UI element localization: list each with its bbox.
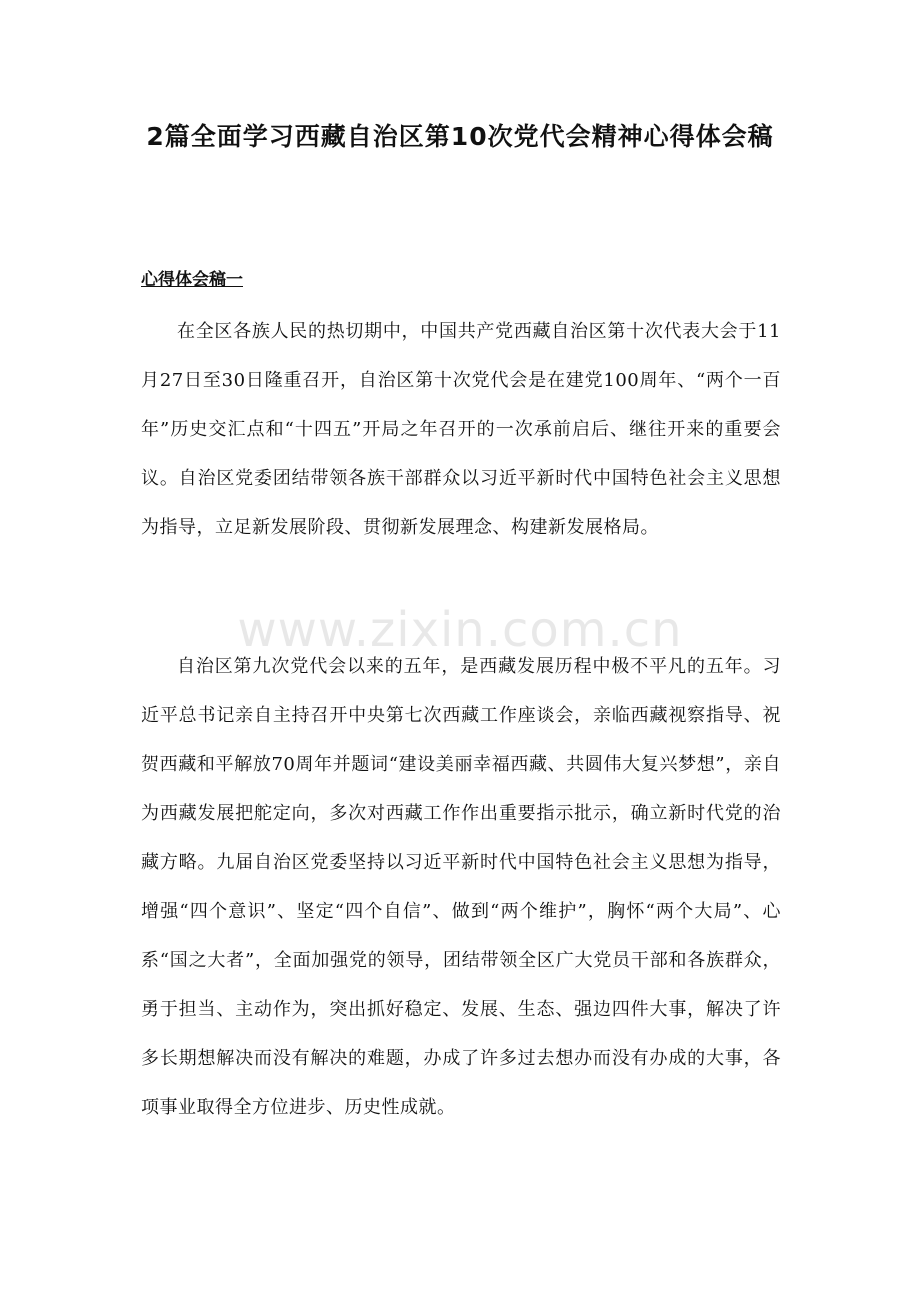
section-heading: 心得体会稿一 bbox=[141, 270, 243, 290]
body-paragraph-1: 在全区各族人民的热切期中，中国共产党西藏自治区第十次代表大会于11月27日至30日隆重召开，自治区第十次党代会是在建党100周年、“两个一百年”历史交汇点和“十四五”开局之年召开的一次承前启后、继往开来的重要会议。自治区党委团结带领各族干部群众以习近平新时代中国特色社会主义思想为指导，立足新发展阶段、贯彻新发展理念、构建新发展格局。 bbox=[141, 321, 781, 538]
body-paragraph-2: 自治区第九次党代会以来的五年，是西藏发展历程中极不平凡的五年。习近平总书记亲自主持召开中央第七次西藏工作座谈会，亲临西藏视察指导、祝贺西藏和平解放70周年并题词“建设美丽幸福西藏、共圆伟大复兴梦想”，亲自为西藏发展把舵定向，多次对西藏工作作出重要指示批示，确立新时代党的治藏方略。九届自治区党委坚持以习近平新时代中国特色社会主义思想为指导，增强“四个意识”、坚定“四个自信”、做到“两个维护”，胸怀“两个大局”、心系“国之大者”，全面加强党的领导，团结带领全区广大党员干部和各族群众，勇于担当、主动作为，突出抓好稳定、发展、生态、强边四件大事，解决了许多长期想解决而没有解决的难题，办成了许多过去想办而没有办成的大事，各项事业取得全方位进步、历史性成就。 bbox=[141, 656, 781, 1118]
document-title: 2篇全面学习西藏自治区第10次党代会精神心得体会稿 bbox=[146, 122, 774, 151]
watermark-text: www.zixin.com.cn bbox=[237, 602, 683, 658]
